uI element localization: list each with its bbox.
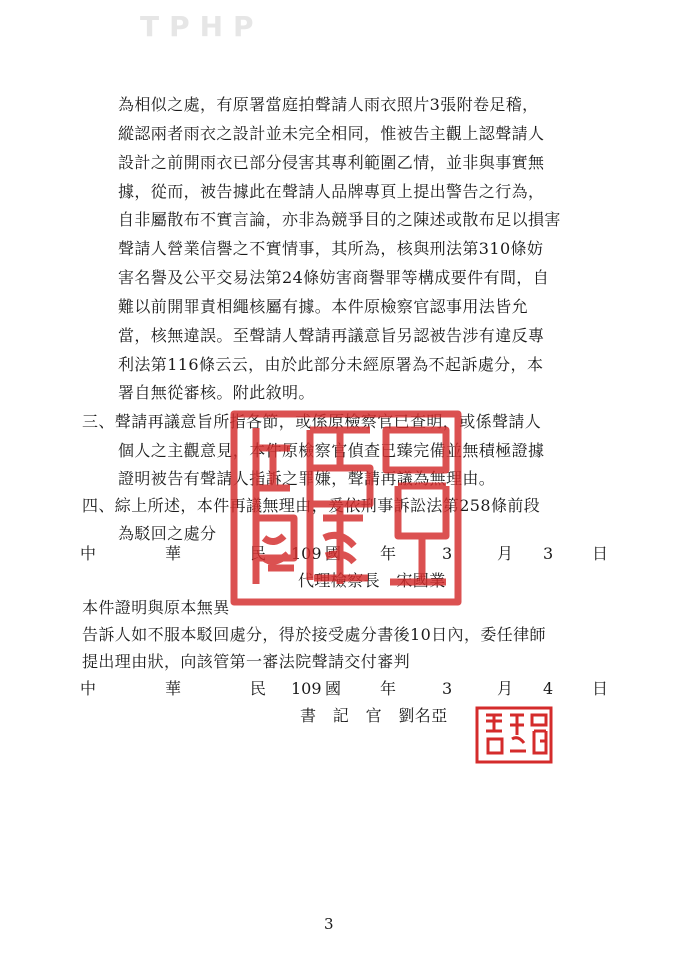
section-3-line: 個人之主觀意見，本件原檢察官偵查已臻完備並無積極證據: [118, 441, 545, 460]
date-nian: 年: [380, 544, 397, 563]
date-row-2: [0, 679, 678, 701]
paragraph-line: 為相似之處，有原署當庭拍聲請人雨衣照片3張附卷足稽，: [118, 95, 539, 114]
paragraph-line: 難以前開罪責相繩核屬有據。本件原檢察官認事用法皆允: [118, 297, 529, 316]
date-char: 中: [80, 544, 97, 563]
paragraph-line: 縱認兩者雨衣之設計並未完全相同，惟被告主觀上認聲請人: [118, 124, 545, 143]
date-yue: 月: [497, 679, 514, 698]
date-day: 4: [543, 679, 554, 698]
paragraph-line: 害名譽及公平交易法第24條妨害商譽罪等構成要件有間，自: [118, 268, 550, 287]
header-watermark: TPHP: [140, 10, 264, 43]
clerk-seal-stamp: [474, 705, 554, 765]
paragraph-line: 設計之前開雨衣已部分侵害其專利範圍乙情，並非與事實無: [118, 153, 545, 172]
date-char: 民: [250, 544, 267, 563]
date-char: 民: [250, 679, 267, 698]
certification-note: 本件證明與原本無異: [82, 598, 230, 617]
section-3-line: 證明被告有聲請人指訴之罪嫌，聲請再議為無理由。: [118, 469, 496, 488]
date-month: 3: [442, 679, 453, 698]
date-day: 3: [543, 544, 554, 563]
date-ri: 日: [592, 679, 609, 698]
signer-prosecutor: 代理檢察長 宋國業: [298, 571, 446, 590]
date-nian: 年: [380, 679, 397, 698]
date-char: 華: [165, 544, 182, 563]
paragraph-line: 據，從而，被告據此在聲請人品牌專頁上提出警告之行為，: [118, 182, 545, 201]
section-3-line: 三、聲請再議意旨所指各節，或係原檢察官已查明，或係聲請人: [82, 412, 542, 431]
date-year: 109: [291, 679, 322, 698]
signer-clerk: 書 記 官 劉名亞: [300, 706, 448, 725]
date-year: 109: [291, 544, 322, 563]
date-char: 國: [325, 544, 342, 563]
date-ri: 日: [592, 544, 609, 563]
date-month: 3: [442, 544, 453, 563]
section-4-line: 為駁回之處分: [118, 524, 217, 543]
paragraph-line: 利法第116條云云，由於此部分未經原署為不起訴處分，本: [118, 355, 544, 374]
paragraph-line: 署自無從審核。附此敘明。: [118, 383, 315, 402]
notice-line: 告訴人如不服本駁回處分，得於接受處分書後10日內，委任律師: [82, 625, 546, 644]
page-number: 3: [324, 915, 334, 933]
official-seal-stamp: [228, 408, 464, 608]
date-char: 華: [165, 679, 182, 698]
date-yue: 月: [497, 544, 514, 563]
notice-line: 提出理由狀，向該管第一審法院聲請交付審判: [82, 652, 411, 671]
paragraph-line: 自非屬散布不實言論，亦非為競爭目的之陳述或散布足以損害: [118, 210, 561, 229]
date-char: 中: [80, 679, 97, 698]
paragraph-line: 聲請人營業信譽之不實情事，其所為，核與刑法第310條妨: [118, 239, 544, 258]
date-char: 國: [325, 679, 342, 698]
section-4-line: 四、綜上所述，本件再議無理由，爰依刑事訴訟法第258條前段: [82, 496, 541, 515]
paragraph-line: 當，核無違誤。至聲請人聲請再議意旨另認被告涉有違反專: [118, 326, 545, 345]
